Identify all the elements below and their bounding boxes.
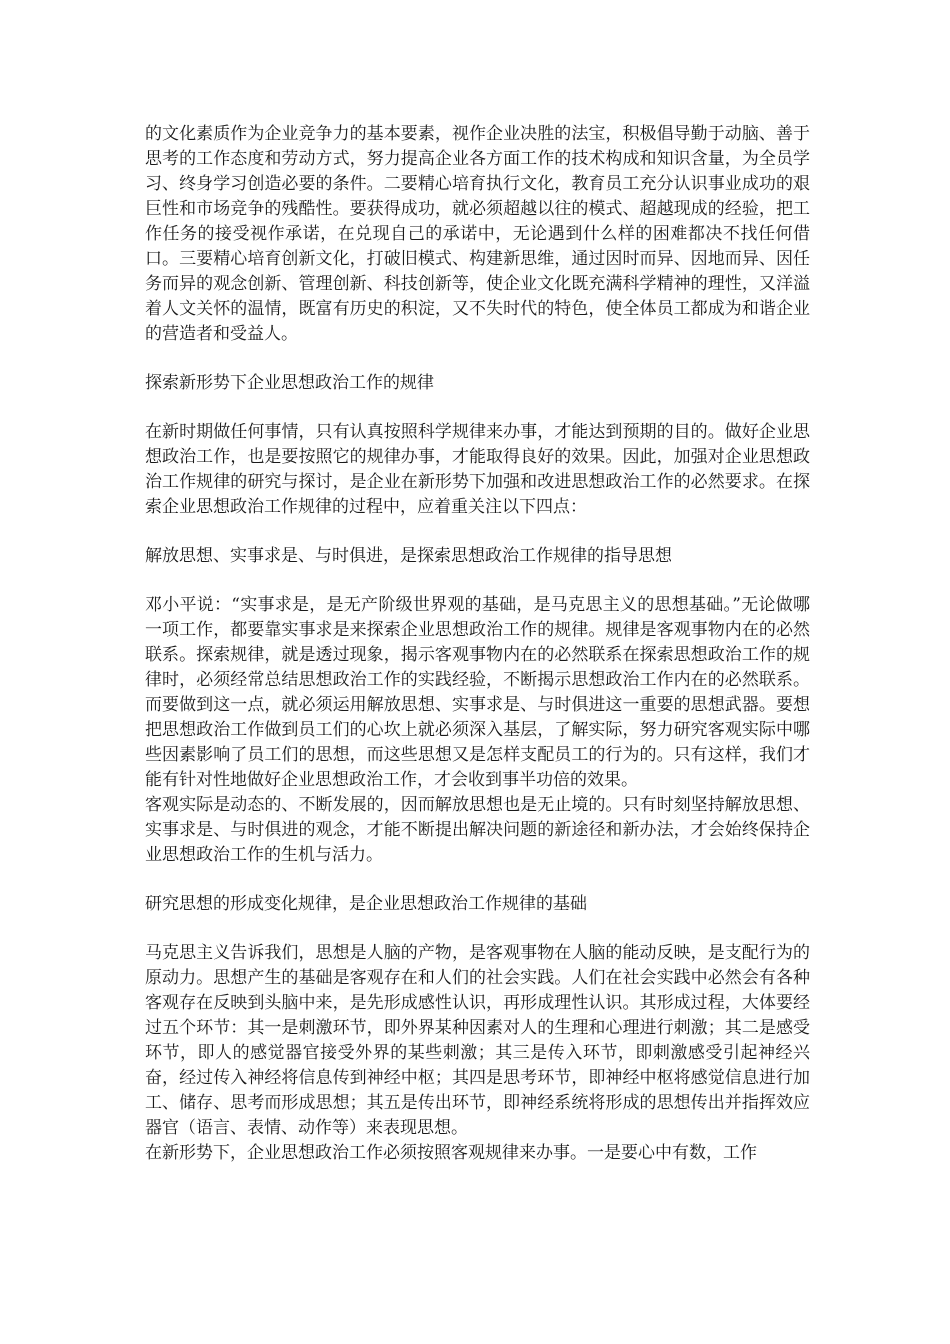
paragraph-enterprise-culture: 的文化素质作为企业竞争力的基本要素，视作企业决胜的法宝，积极倡导勤于动脑、善于思考的工作态度和劳动方式，努力提高企业各方面工作的技术构成和知识含量，为全员学习、终身学习创造必要的条件。二要精心培育执行文化，教育员工充分认识事业成功的艰巨性和市场竞争的残酷性。要获得成功，就必须超越以往的模式、超越现成的经验，把工作任务的接受视作承诺，在兑现自己的承诺中，无论遇到什么样的困难都决不找任何借口。三要精心培育创新文化，打破旧模式、构建新思维，通过因时而异、因地而异、因任务而异的观念创新、管理创新、科技创新等，使企业文化既充满科学精神的理性，又洋溢着人文关怀的温情，既富有历史的积淀，又不失时代的特色，使全体员工都成为和谐企业的营造者和受益人。 [145,124,810,344]
paragraph-deng-xiaoping-quote: 邓小平说：“实事求是，是无产阶级世界观的基础，是马克思主义的思想基础。”无论做哪一项工作，都要靠实事求是来探索企业思想政治工作的规律。规律是客观事物内在的必然联系。探索规律，就是透过现象，揭示客观事物内在的必然联系在探索思想政治工作的规律时，必须经常总结思想政治工作的实践经验，不断揭示思想政治工作内在的必然联系。而要做到这一点，就必须运用解放思想、实事求是、与时俱进这一重要的思想武器。要想把思想政治工作做到员工们的心坎上就必须深入基层，了解实际，努力研究客观实际中哪些因素影响了员工们的思想，而这些思想又是怎样支配员工的行为的。只有这样，我们才能有针对性地做好企业思想政治工作，才会收到事半功倍的效果。 [145,595,810,790]
section-heading-guiding-thought: 解放思想、实事求是、与时俱进，是探索思想政治工作规律的指导思想 [145,546,672,566]
document-page [145,122,810,1166]
paragraph-marxism-thought: 马克思主义告诉我们，思想是人脑的产物，是客观事物在人脑的能动反映，是支配行为的原动力。思想产生的基础是客观存在和人们的社会实践。人们在社会实践中必然会有各种客观存在反映到头脑中来，是先形成感性认识，再形成理性认识。其形成过程，大体要经过五个环节：其一是刺激环节，即外界某种因素对人的生理和心理进行刺激；其二是感受环节，即人的感觉器官接受外界的某些刺激；其三是传入环节，即刺激感受引起神经兴奋，经过传入神经将信息传到神经中枢；其四是思考环节，即神经中枢将感觉信息进行加工、储存、思考而形成思想；其五是传出环节，即神经系统将形成的思想传出并指挥效应器官（语言、表情、动作等）来表现思想。 [145,943,810,1138]
paragraph-objective-reality: 客观实际是动态的、不断发展的，因而解放思想也是无止境的。只有时刻坚持解放思想、实事求是、与时俱进的观念，才能不断提出解决问题的新途径和新办法，才会始终保持企业思想政治工作的生机与活力。 [145,795,810,865]
paragraph-new-situation: 在新形势下，企业思想政治工作必须按照客观规律来办事。一是要心中有数，工作 [145,1143,757,1163]
section-heading-thought-formation: 研究思想的形成变化规律，是企业思想政治工作规律的基础 [145,894,587,914]
section-heading-explore-rules: 探索新形势下企业思想政治工作的规律 [145,373,434,393]
paragraph-new-era-rules: 在新时期做任何事情，只有认真按照科学规律来办事，才能达到预期的目的。做好企业思想政治工作，也是要按照它的规律办事，才能取得良好的效果。因此，加强对企业思想政治工作规律的研究与探讨，是企业在新形势下加强和改进思想政治工作的必然要求。在探索企业思想政治工作规律的过程中，应着重关注以下四点： [145,422,810,517]
